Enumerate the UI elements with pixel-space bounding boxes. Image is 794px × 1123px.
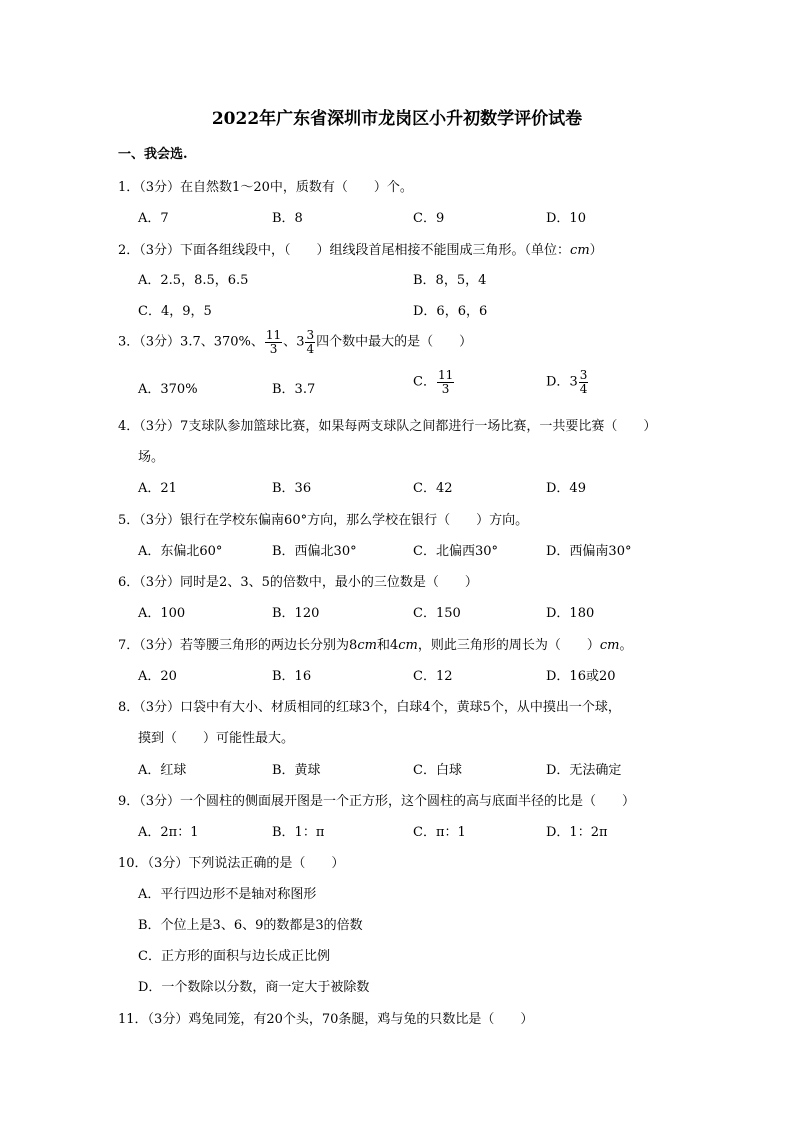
q3-option-d [546,369,589,395]
q8-option-a: A．红球 [138,763,187,778]
q7-option-b: B．16 [272,669,312,684]
q3-option-c-fraction [437,369,454,395]
q8-option-c: C．白球 [413,763,462,778]
q4-option-c: C．42 [413,481,453,496]
q6-option-b: B．120 [272,606,320,621]
fraction-numerator: 3 [579,368,588,382]
q9-option-c: C．π：1 [413,825,466,840]
q5-option-a: A．东偏北60° [138,544,223,559]
q4-option-b: B．36 [272,481,312,496]
fraction-denominator: 4 [306,341,315,356]
q3-option-a: A．370% [138,382,198,397]
q6-option-c: C．150 [413,606,461,621]
q6-option-d: D．180 [546,606,595,621]
q1-option-c: C．9 [413,211,445,226]
fraction-denominator: 4 [579,381,588,396]
question-1: 1．（3分）在自然数1～20中，质数有（ ）个。 [118,180,413,195]
q2-option-b: B．8，5，4 [413,273,487,288]
q3-option-c [413,369,455,395]
q2-text-end: ） [589,243,603,258]
q7-text-2: 和4 [376,638,399,653]
q9-option-b: B．1：π [272,825,325,840]
question-11: 11．（3分）鸡兔同笼，有20个头，70条腿，鸡与兔的只数比是（ ） [118,1012,534,1027]
q8-option-d: D．无法确定 [546,763,622,778]
q8-option-b: B．黄球 [272,763,321,778]
q7-option-c: C．12 [413,669,453,684]
fraction-numerator: 11 [265,328,282,342]
q9-option-d: D．1：2π [546,825,608,840]
question-7 [118,634,632,653]
q2-option-c: C．4，9，5 [138,304,212,319]
question-6: 6．（3分）同时是2、3、5的倍数中，最小的三位数是（ ） [118,575,478,590]
q6-option-a: A．100 [138,606,186,621]
q7-text-4: 。 [619,638,633,653]
q4-option-d: D．49 [546,481,586,496]
q3-prefix: 3．（3分）3.7、370%、 [118,334,264,350]
q10-option-a: A．平行四边形不是轴对称图形 [138,887,317,902]
q5-option-d: D．西偏南30° [546,544,632,559]
q3-option-c-label: C． [413,374,436,390]
fraction-numerator: 11 [437,368,454,382]
question-3 [118,329,472,355]
question-9: 9．（3分）一个圆柱的侧面展开图是一个正方形，这个圆柱的高与底面半径的比是（ ） [118,794,636,809]
section-heading: 一、我会选. [118,147,188,162]
q7-text-3: ，则此三角形的周长为（ ） [417,638,600,653]
q3-option-b: B．3.7 [272,382,316,397]
q10-option-b: B．个位上是3、6、9的数都是3的倍数 [138,918,363,933]
mixed-whole: 3 [296,334,305,350]
fraction-denominator: 3 [441,381,450,396]
q7-unit-3: cm [599,638,620,653]
q7-unit-1: cm [357,638,377,653]
q1-option-b: B．8 [272,211,303,226]
question-8-line-2: 摸到（ ）可能性最大。 [138,731,295,746]
fraction-numerator: 3 [306,328,315,342]
q2-unit: cm [570,243,590,258]
question-4-line-2: 场。 [138,450,165,465]
exam-title: 2022年广东省深圳市龙岗区小升初数学评价试卷 [211,109,583,129]
mixed-whole: 3 [569,374,578,390]
question-5: 5．（3分）银行在学校东偏南60°方向，那么学校在银行（ ）方向。 [118,513,529,528]
q5-option-c: C．北偏西30° [413,544,498,559]
q10-option-c: C．正方形的面积与边长成正比例 [138,949,330,964]
q2-option-a: A．2.5，8.5，6.5 [138,273,249,288]
q4-option-a: A．21 [138,481,177,496]
q2-text: 2．（3分）下面各组线段中，（ ）组线段首尾相接不能围成三角形。（单位： [118,243,571,258]
q7-text-1: 7．（3分）若等腰三角形的两边长分别为8 [118,638,358,653]
q9-option-a: A．2π：1 [138,825,199,840]
q1-option-d: D．10 [546,211,586,226]
q3-fraction-11-3 [265,329,282,355]
fraction-denominator: 3 [269,341,278,356]
q10-option-d: D．一个数除以分数，商一定大于被除数 [138,980,370,995]
q3-option-d-label: D． [546,374,570,390]
q7-option-a: A．20 [138,669,177,684]
q3-suffix: 四个数中最大的是（ ） [316,334,473,350]
q3-mixed-fraction [305,329,315,355]
question-2 [118,239,603,258]
question-4-line-1: 4．（3分）7支球队参加篮球比赛，如果每两支球队之间都进行一场比赛，一共要比赛（ ） [118,419,657,434]
q7-unit-2: cm [398,638,418,653]
q2-option-d: D．6，6，6 [413,304,488,319]
q3-option-d-fraction [579,369,589,395]
q5-option-b: B．西偏北30° [272,544,357,559]
question-10: 10．（3分）下列说法正确的是（ ） [118,856,345,871]
question-8-line-1: 8．（3分）口袋中有大小、材质相同的红球3个，白球4个，黄球5个，从中摸出一个球， [118,700,621,715]
q1-option-a: A．7 [138,211,169,226]
q3-separator: 、 [283,334,297,350]
q7-option-d: D．16或20 [546,669,616,684]
